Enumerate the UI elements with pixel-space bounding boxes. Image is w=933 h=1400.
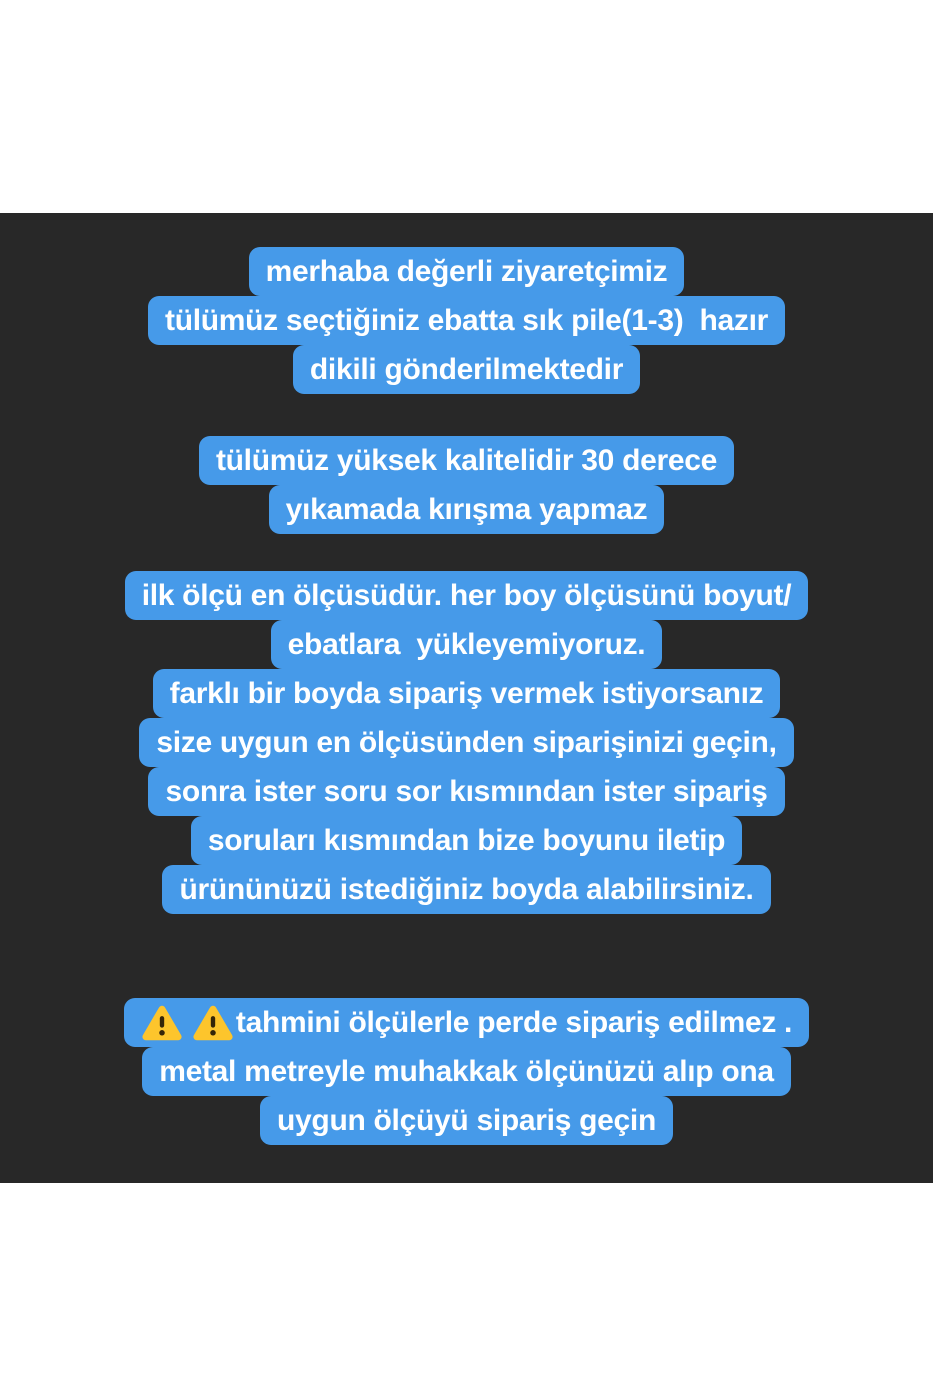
text-line [148, 296, 785, 345]
warning-icon [192, 1004, 234, 1042]
line-text: uygun ölçüyü sipariş geçin [277, 1104, 656, 1137]
line-text: sonra ister soru sor kısmından ister sipariş [165, 775, 768, 808]
text-block-warning [124, 998, 809, 1145]
story-panel [0, 213, 933, 1183]
warning-icon [141, 1004, 183, 1042]
text-block-quality [199, 436, 734, 534]
text-line [271, 620, 663, 669]
line-text: tülümüz yüksek kalitelidir 30 derece [215, 444, 718, 477]
text-line [142, 1047, 791, 1096]
text-line [153, 669, 781, 718]
line-text: soruları kısmından bize boyunu iletip [207, 824, 726, 857]
text-line [260, 1096, 673, 1145]
text-line [162, 865, 770, 914]
text-line [199, 436, 734, 485]
line-text: metal metreyle muhakkak ölçünüzü alıp ona [159, 1055, 774, 1088]
text-line [249, 247, 685, 296]
text-line [269, 485, 665, 534]
line-text: ilk ölçü en ölçüsüdür. her boy ölçüsünü boyut/ [141, 579, 792, 612]
text-line [125, 571, 809, 620]
line-text: ürününüzü istediğiniz boyda alabilirsiniz. [179, 873, 754, 906]
text-block-greeting [148, 247, 785, 394]
line-text: yıkamada kırışma yapmaz [285, 493, 648, 526]
text-line [293, 345, 640, 394]
line-text: ebatlara yükleyemiyoruz. [287, 628, 646, 661]
line-text: tülümüz seçtiğiniz ebatta sık pile(1-3) hazır [165, 304, 768, 337]
line-text: dikili gönderilmektedir [309, 353, 624, 386]
text-block-sizing [125, 571, 809, 914]
text-line [139, 718, 793, 767]
line-text: merhaba değerli ziyaretçimiz [265, 255, 668, 288]
line-text: tahmini ölçülerle perde sipariş edilmez . [235, 1006, 793, 1039]
text-line [148, 767, 784, 816]
line-text: farklı bir boyda sipariş vermek istiyorsanız [169, 677, 764, 710]
text-line [124, 998, 809, 1047]
text-line [191, 816, 742, 865]
line-text: size uygun en ölçüsünden siparişinizi geçin, [156, 726, 777, 759]
